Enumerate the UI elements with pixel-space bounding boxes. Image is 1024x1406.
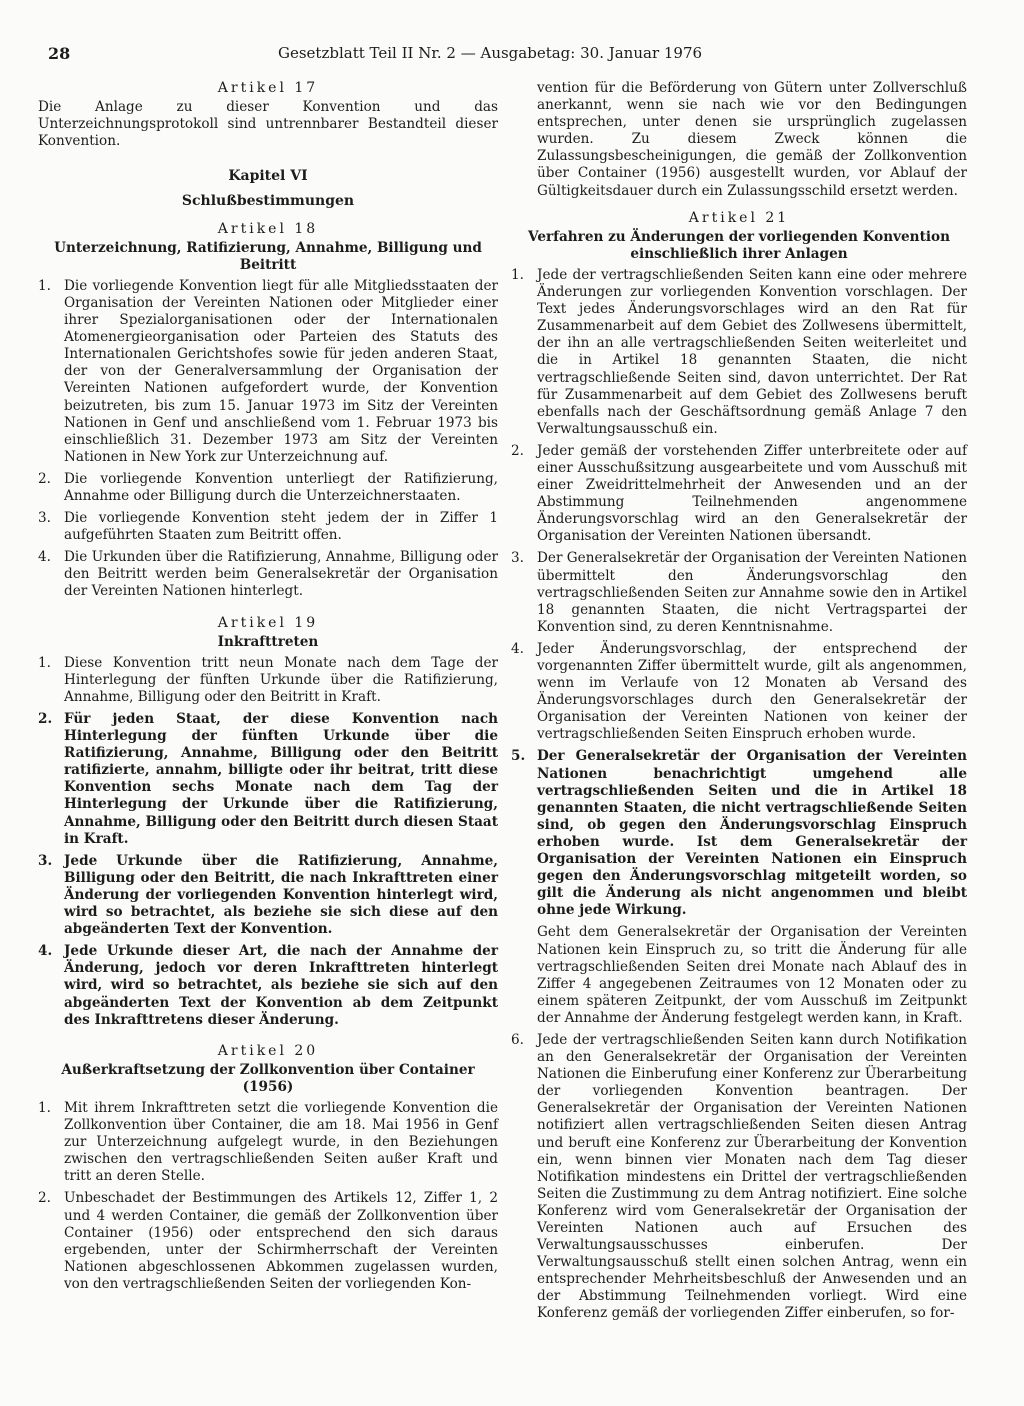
item-text: Diese Konvention tritt neun Monate nach dem Tage der Hinterlegung der fünften Urkunde über die Ratifizierung, Annahme, Billigung oder den Beitritt in Kraft. [64,654,498,705]
article-18-item [38,510,498,544]
right-column [511,80,967,1328]
item-number: 1. [38,654,51,671]
item-text: Jeder Änderungsvorschlag, der entsprechend der vorgenannten Ziffer übermittelt wurde, gilt als angenommen, wenn im Verlaufe von 12 Monaten ab Versand des Änderungsvorschlages durch den Generalsekretär der Organisation der Vereinten Nationen von keiner der vertragschließenden Seiten Einspruch erhoben wurde. [537,640,967,743]
article-21-title: Artikel 21 [688,209,790,226]
item-text: Jeder gemäß der vorstehenden Ziffer unterbreitete oder auf einer Ausschußsitzung ausgearbeitete und vom Ausschuß mit einer Zweidrittelmehrheit der Anwesenden und an der Abstimmung Teilnehmenden angenommene Änderungsvorschlag wird an den Generalsekretär der Organisation der Vereinten Nationen übersandt. [537,442,967,545]
left-column [38,80,498,1298]
item-number: 4. [38,549,51,566]
article-17-text: Die Anlage zu dieser Konvention und das Unterzeichnungsprotokoll sind untrennbarer Bestandteil dieser Konvention. [38,99,498,150]
article-20-continuation: vention für die Beförderung von Gütern unter Zollverschluß anerkannt, wenn sie nach wie vor den Bedingungen entsprechen, unter denen sie ursprünglich zugelassen wurden. Zu diesem Zweck können die Zulassungsbescheinigungen, die gemäß der Zollkonvention über Container (1956) ausgestellt wurden, vor Ablauf der Gültigkeitsdauer durch ein Zulassungsschild ersetzt werden. [537,80,967,199]
article-19-heading: Inkrafttreten [217,633,319,650]
item-text: Jede Urkunde dieser Art, die nach der Annahme der Änderung, jedoch vor deren Inkrafttreten hinterlegt wird, wird so betrachtet, als beziehe sie sich auf den abgeänderten Text der Konvention ab dem Zeitpunkt des Inkrafttretens dieser Änderung. [64,943,498,1028]
article-21-item [511,641,967,744]
article-18-heading: Unterzeichnung, Ratifizierung, Annahme, Billigung und Beitritt [54,239,482,273]
article-18-item [38,278,498,466]
page-header [48,44,976,70]
article-19-item [38,943,498,1028]
article-21-item [511,443,967,546]
item-number: 2. [38,470,51,487]
article-18-item [38,549,498,600]
item-number: 4. [38,943,53,960]
item-number: 4. [511,640,524,657]
article-18-title: Artikel 18 [217,220,319,237]
item-number: 1. [511,266,524,283]
item-text: Die vorliegende Konvention liegt für alle Mitgliedsstaaten der Organisation der Vereinten Nationen oder Mitglieder einer ihrer Spezialorganisationen oder der Internationalen Atomenergieorganisation oder Parteien des Statuts des Internationalen Gerichtshofes sowie für jeden anderen Staat, der von der Generalversammlung der Organisation der Vereinten Nationen aufgefordert wurde, der Konvention beizutreten, bis zum 15. Januar 1973 im Sitz der Vereinten Nationen in Genf und anschließend vom 1. Februar 1973 bis einschließlich 31. Dezember 1973 am Sitz der Vereinten Nationen in New York zur Unterzeichnung auf. [64,277,498,465]
article-17-title: Artikel 17 [217,80,319,96]
item-number: 2. [38,711,53,727]
item-text: Der Generalsekretär der Organisation der Vereinten Nationen benachrichtigt umgehend alle vertragschließenden Seiten und die in Artikel 18 genannten Staaten, die nicht vertragschließende Seiten sind, ob gegen den Änderungsvorschlag Einspruch erhoben wurde. Ist dem Generalsekretär der Organisation der Vereinten Nationen ein Einspruch gegen den Änderungsvorschlag mitgeteilt worden, so gilt die Änderung als nicht angenommen und bleibt ohne jede Wirkung. [537,748,967,919]
item-number: 2. [38,1190,51,1207]
item-text: Jede der vertragschließenden Seiten kann eine oder mehrere Änderungen zur vorliegenden Konvention vorschlagen. Der Text jedes Änderungsvorschlages wird an den Rat für Zusammenarbeit auf dem Gebiet des Zollwesens übermittelt, der ihn an alle vertragschließenden Seiten weiterleitet und die in Artikel 18 genannten Staaten, die nicht vertragschließende Seiten sind, davon unterrichtet. Der Rat für Zusammenarbeit auf dem Gebiet des Zollwesens beruft ebenfalls nach der Geschäftsordnung gemäß Anlage 7 den Verwaltungsausschuß ein. [537,266,967,437]
chapter-number: Kapitel VI [228,168,308,185]
article-21-item [511,550,967,635]
item-number: 5. [511,748,526,765]
article-21-item-5-followup: Geht dem Generalsekretär der Organisation der Vereinten Nationen kein Einspruch zu, so tritt die Änderung für alle vertragschließenden Seiten drei Monate nach Ablauf des in Ziffer 4 angegebenen Zeitraumes von 12 Monaten oder zu einem späteren Zeitpunkt, der vom Ausschuß im Zeitpunkt der Annahme der Änderung festgelegt werden kann, in Kraft. [537,924,967,1026]
item-text: Für jeden Staat, der diese Konvention nach Hinterlegung der fünften Urkunde über die Ratifizierung, Annahme, Billigung oder den Beitritt ratifizierte, annahm, billigte oder ihr beitrat, tritt diese Konvention sechs Monate nach dem Tag der Hinterlegung der Urkunde über die Ratifizierung, Annahme, Billigung oder den Beitritt durch diesen Staat in Kraft. [64,711,498,847]
article-20-heading: Außerkraftsetzung der Zollkonvention über Container (1956) [61,1061,475,1095]
item-text: Der Generalsekretär der Organisation der Vereinten Nationen übermittelt den Änderungsvorschlag den vertragschließenden Seiten zur Annahme sowie den in Artikel 18 genannten Staaten, die nicht Vertragspartei der Konvention sind, zu deren Kenntnisnahme. [537,550,967,635]
article-21-heading: Verfahren zu Änderungen der vorliegenden Konvention einschließlich ihrer Anlagen [528,228,950,262]
chapter-subtitle: Schlußbestimmungen [181,193,355,210]
item-number: 1. [38,277,51,294]
article-21-item [511,1032,967,1323]
gazette-title: Gesetzblatt Teil II Nr. 2 — Ausgabetag: 30. Januar 1976 [278,44,703,62]
item-text: Die vorliegende Konvention unterliegt der Ratifizierung, Annahme oder Billigung durch die Unterzeichnerstaaten. [64,470,498,504]
chapter-title [38,168,498,210]
article-18-item [38,471,498,505]
item-text: Jede der vertragschließenden Seiten kann durch Notifikation an den Generalsekretär der Organisation der Vereinten Nationen die Einberufung einer Konferenz zur Überarbeitung der vorliegenden Konvention beantragen. Der Generalsekretär der Organisation der Vereinten Nationen notifiziert allen vertragschließenden Seiten diesen Antrag und beruft eine Konferenz zur Überarbeitung der Konvention ein, wenn binnen vier Monaten nach dem Tag dieser Notifikation mindestens ein Drittel der vertragschließenden Seiten die Zustimmung zu dem Antrag notifiziert. Eine solche Konferenz wird vom Generalsekretär der Organisation der Vereinten Nationen auch auf Ersuchen des Verwaltungsausschusses einberufen. Der Verwaltungsausschuß stellt einen solchen Antrag, wenn ein entsprechender Mehrheitsbeschluß der Anwesenden und an der Abstimmung Teilnehmenden vorliegt. Wird eine Konferenz gemäß der vorliegenden Ziffer einberufen, so for- [537,1031,967,1322]
article-20-title: Artikel 20 [217,1042,319,1059]
item-number: 3. [38,852,53,869]
article-19-item [38,655,498,706]
article-19-title: Artikel 19 [217,614,319,631]
item-text: Die vorliegende Konvention steht jedem der in Ziffer 1 aufgeführten Staaten zum Beitritt offen. [64,510,498,544]
item-text: Jede Urkunde über die Ratifizierung, Annahme, Billigung oder den Beitritt, die nach Inkrafttreten einer Änderung der vorliegenden Konvention hinterlegt wird, wird so betrachtet, als beziehe sie sich diese auf den abgeänderten Text der Konvention. [64,852,498,938]
item-text: Mit ihrem Inkrafttreten setzt die vorliegende Konvention die Zollkonvention über Container, die am 18. Mai 1956 in Genf zur Unterzeichnung aufgelegt wurde, in den Beziehungen zwischen den vertragschließenden Seiten außer Kraft und tritt an deren Stelle. [64,1099,498,1185]
item-text: Unbeschadet der Bestimmungen des Artikels 12, Ziffer 1, 2 und 4 werden Container, die gemäß der Zollkonvention über Container (1956) oder entsprechend den sich daraus ergebenden, unter der Schirmherrschaft der Vereinten Nationen abgeschlossenen Abkommen zugelassen wurden, von den vertragschließenden Seiten der vorliegenden Kon- [64,1190,498,1292]
page-number: 28 [48,44,71,63]
article-19-item [38,711,498,848]
article-21-item [511,267,967,438]
item-number: 3. [38,510,51,527]
item-number: 1. [38,1099,51,1116]
item-number: 6. [511,1031,524,1048]
article-20-item [38,1190,498,1293]
item-text: Die Urkunden über die Ratifizierung, Annahme, Billigung oder den Beitritt werden beim Generalsekretär der Organisation der Vereinten Nationen hinterlegt. [64,549,498,600]
article-21-item [511,748,967,919]
article-19-item [38,853,498,938]
item-number: 3. [511,550,524,567]
item-number: 2. [511,442,524,459]
article-20-item [38,1100,498,1185]
